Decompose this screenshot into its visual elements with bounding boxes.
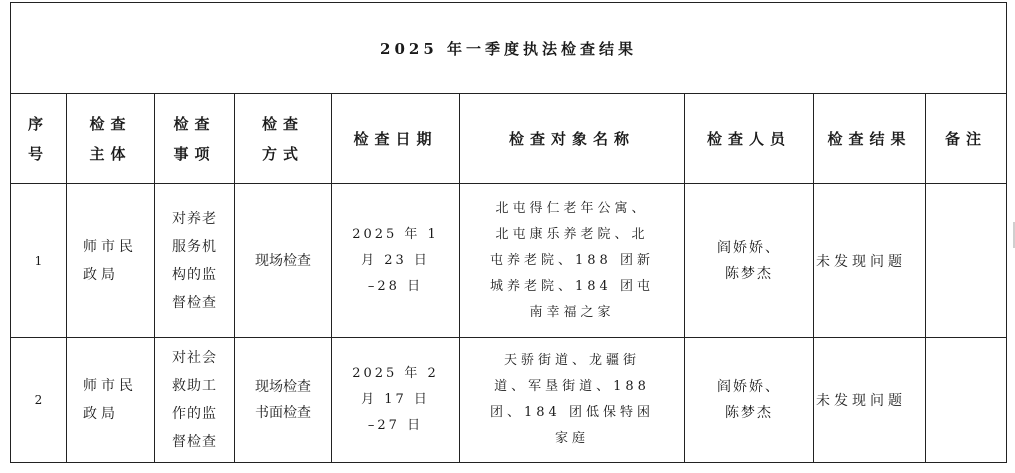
staff-line: 陈梦杰 (725, 265, 773, 282)
object-line: 南幸福之家 (529, 304, 615, 320)
mode-line: 现场检查 (255, 252, 311, 269)
cell-subject (67, 184, 155, 338)
object-line: 天骄街道、龙疆街 (503, 353, 640, 368)
cell-result: 未发现问题 (814, 338, 926, 463)
object-line: 屯养老院、188 团新 (490, 252, 654, 268)
table-row (11, 338, 1007, 463)
cell-seq: 1 (11, 184, 67, 338)
cell-item (155, 184, 235, 338)
cell-staff (685, 184, 814, 338)
mode-line: 现场检查 (255, 379, 311, 395)
header-subject-line: 主体 (89, 144, 132, 163)
cell-mode (235, 184, 332, 338)
date-line: 月 17 日 (361, 392, 430, 407)
header-item (155, 94, 235, 184)
cell-date (332, 184, 460, 338)
header-remark: 备注 (926, 94, 1007, 184)
cell-object (460, 338, 685, 463)
date-line: 2025 年 1 (352, 226, 439, 242)
item-line: 督检查 (172, 294, 217, 311)
item-line: 对社会 (172, 350, 217, 366)
item-line: 服务机 (172, 238, 217, 255)
object-line: 北屯康乐养老院、北 (495, 226, 649, 242)
header-object: 检查对象名称 (460, 94, 685, 184)
header-seq-line: 序 (27, 114, 49, 133)
subject-line: 师市民 (83, 238, 137, 255)
cell-subject (67, 338, 155, 463)
item-line: 督检查 (172, 434, 217, 450)
cell-remark (926, 184, 1007, 338)
object-line: 北屯得仁老年公寓、 (495, 200, 649, 216)
subject-line: 政局 (83, 266, 119, 283)
staff-line: 陈梦杰 (725, 405, 773, 421)
cell-remark (926, 338, 1007, 463)
date-line: 月 23 日 (361, 252, 430, 268)
header-staff: 检查人员 (685, 94, 814, 184)
object-line: 城养老院、184 团屯 (490, 278, 654, 294)
header-mode-line: 方式 (261, 144, 304, 163)
staff-line: 阎娇娇、 (717, 239, 781, 256)
cell-seq: 2 (11, 338, 67, 463)
item-line: 救助工 (172, 378, 217, 394)
cell-date (332, 338, 460, 463)
object-line: 家庭 (554, 431, 589, 446)
staff-line: 阎娇娇、 (717, 379, 781, 395)
item-line: 对养老 (172, 210, 217, 227)
header-row (11, 94, 1007, 184)
cell-mode (235, 338, 332, 463)
cell-item (155, 338, 235, 463)
header-seq (11, 94, 67, 184)
header-date: 检查日期 (332, 94, 460, 184)
item-line: 构的监 (172, 266, 217, 283)
mode-line: 书面检查 (255, 405, 311, 421)
table-title: 2025 年一季度执法检查结果 (11, 3, 1007, 94)
enforcement-results-table (10, 2, 1007, 463)
header-subject (67, 94, 155, 184)
subject-line: 师市民 (83, 378, 137, 394)
subject-line: 政局 (83, 406, 119, 422)
header-result: 检查结果 (814, 94, 926, 184)
header-mode (235, 94, 332, 184)
object-line: 道、军垦街道、188 (494, 379, 650, 394)
date-line: 2025 年 2 (352, 366, 439, 381)
header-subject-line: 检查 (89, 114, 132, 133)
item-line: 作的监 (172, 406, 217, 422)
table-row (11, 184, 1007, 338)
header-item-line: 检查 (173, 114, 216, 133)
header-item-line: 事项 (173, 144, 216, 163)
cell-result: 未发现问题 (814, 184, 926, 338)
header-mode-line: 检查 (261, 114, 304, 133)
date-line: –28 日 (367, 278, 424, 294)
date-line: –27 日 (367, 418, 424, 433)
object-line: 团、184 团低保特困 (490, 405, 654, 420)
cell-object (460, 184, 685, 338)
header-seq-line: 号 (27, 144, 49, 163)
cell-staff (685, 338, 814, 463)
